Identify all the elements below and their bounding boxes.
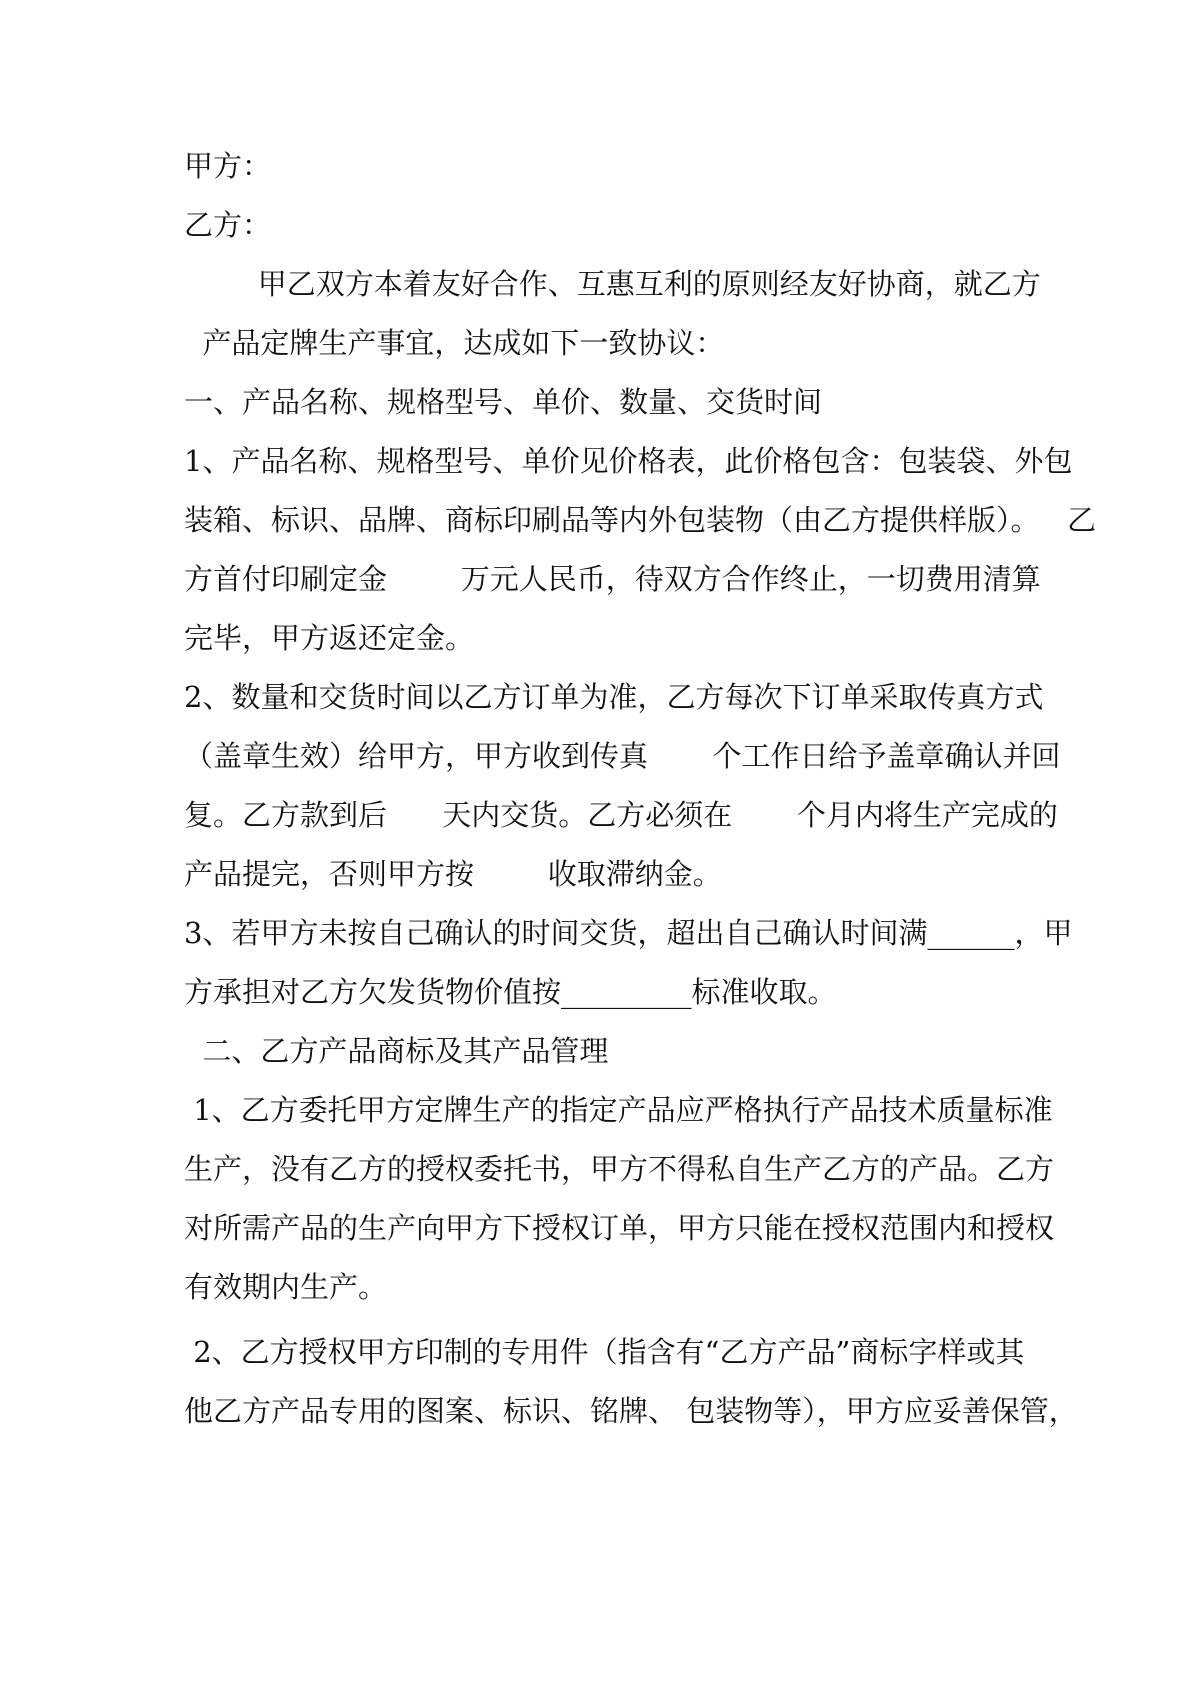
section-2-heading: 二、乙方产品商标及其产品管理 <box>184 1034 609 1068</box>
clause-1-1-line-3: 方首付印刷定金 万元人民币，待双方合作终止，一切费用清算 <box>184 562 1041 596</box>
clause-1-3-line-2: 方承担对乙方欠发货物价值按_________标准收取。 <box>184 975 837 1009</box>
intro-line-1: 甲乙双方本着友好合作、互惠互利的原则经友好协商，就乙方 <box>184 267 1041 301</box>
clause-1-2-line-1: 2、数量和交货时间以乙方订单为准，乙方每次下订单采取传真方式 <box>184 680 1044 714</box>
clause-2-2-line-1: 2、乙方授权甲方印制的专用件（指含有“乙方产品”商标字样或其 <box>184 1335 1025 1369</box>
intro-line-2: 产品定牌生产事宜，达成如下一致协议： <box>184 326 725 360</box>
clause-2-1-line-3: 对所需产品的生产向甲方下授权订单，甲方只能在授权范围内和授权 <box>184 1211 1055 1245</box>
clause-1-1-line-4: 完毕，甲方返还定金。 <box>184 621 475 655</box>
clause-2-2-line-2: 他乙方产品专用的图案、标识、铭牌、 包装物等），甲方应妥善保管， <box>184 1394 1078 1428</box>
clause-2-1-line-2: 生产，没有乙方的授权委托书，甲方不得私自生产乙方的产品。乙方 <box>184 1152 1055 1186</box>
clause-1-2-line-4: 产品提完，否则甲方按 收取滞纳金。 <box>184 857 722 891</box>
party-a-label: 甲方： <box>184 149 272 183</box>
clause-2-1-line-4: 有效期内生产。 <box>184 1270 388 1304</box>
party-b-label: 乙方： <box>184 208 272 242</box>
section-1-heading: 一、产品名称、规格型号、单价、数量、交货时间 <box>184 385 823 419</box>
clause-1-2-line-3: 复。乙方款到后 天内交货。乙方必须在 个月内将生产完成的 <box>184 798 1058 832</box>
clause-1-3-line-1: 3、若甲方未按自己确认的时间交货，超出自己确认时间满______，甲 <box>184 916 1073 950</box>
clause-1-1-line-1: 1、产品名称、规格型号、单价见价格表，此价格包含：包装袋、外包 <box>184 444 1073 478</box>
clause-1-2-line-2: （盖章生效）给甲方，甲方收到传真 个工作日给予盖章确认并回 <box>184 739 1061 773</box>
clause-1-1-line-2: 装箱、标识、品牌、商标印刷品等内外包装物（由乙方提供样版）。 乙 <box>184 503 1097 537</box>
clause-2-1-line-1: 1、乙方委托甲方定牌生产的指定产品应严格执行产品技术质量标准 <box>184 1093 1053 1127</box>
